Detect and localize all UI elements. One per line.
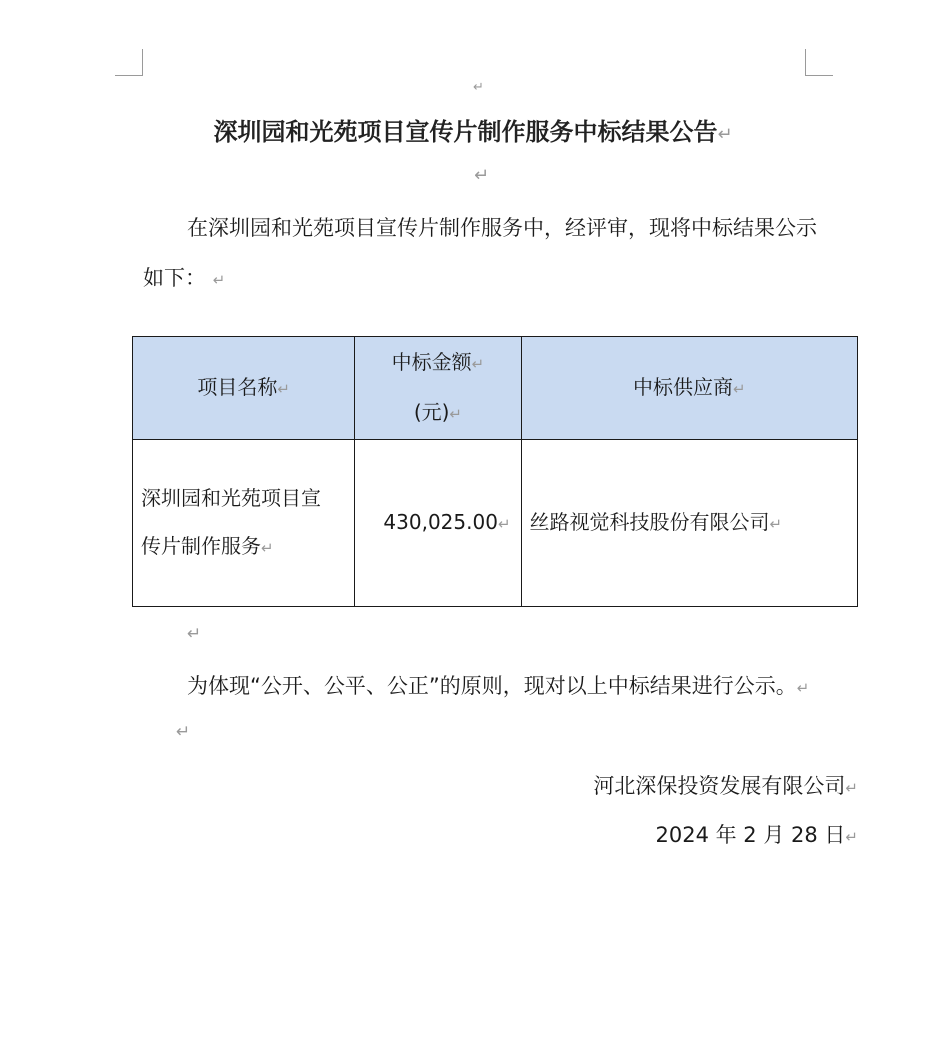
crop-mark-top-right xyxy=(806,75,833,76)
paragraph-mark: ↵ xyxy=(212,271,226,289)
table-header-row xyxy=(133,337,858,440)
signature-org xyxy=(593,762,858,812)
paragraph-mark: ↵ xyxy=(769,515,783,533)
paragraph-mark: ↵ xyxy=(717,124,733,145)
result-table xyxy=(132,336,858,607)
paragraph-mark: ↵ xyxy=(261,539,274,557)
paragraph-mark: ↵ xyxy=(176,722,191,742)
paragraph-mark: ↵ xyxy=(473,80,484,95)
header-supplier xyxy=(521,337,857,440)
header-supplier-text: 中标供应商 xyxy=(632,375,733,399)
cell-project-name-line-2 xyxy=(141,522,350,572)
title-text: 深圳园和光苑项目宣传片制作服务中标结果公告 xyxy=(213,118,718,146)
header-amount-line-1 xyxy=(355,338,520,388)
crop-mark-top-left xyxy=(142,49,143,76)
header-amount-text: 中标金额 xyxy=(391,350,472,374)
paragraph-mark: ↵ xyxy=(449,405,462,423)
crop-mark-top-right xyxy=(805,49,806,76)
intro-line-2 xyxy=(143,254,225,304)
crop-mark-top-left xyxy=(115,75,142,76)
paragraph-mark: ↵ xyxy=(497,515,511,533)
cell-supplier xyxy=(521,440,857,607)
paragraph-mark: ↵ xyxy=(471,355,485,373)
paragraph-mark: ↵ xyxy=(277,380,290,398)
cell-amount-text: 430,025.00 xyxy=(383,510,498,534)
header-amount-line-2 xyxy=(355,388,520,438)
signature-date-text: 2024 年 2 月 28 日 xyxy=(655,823,846,847)
header-amount xyxy=(355,337,521,440)
cell-amount xyxy=(355,440,521,607)
header-project-name-text: 项目名称 xyxy=(197,375,278,399)
paragraph-mark: ↵ xyxy=(187,624,202,644)
signature-date xyxy=(656,811,858,861)
paragraph-mark: ↵ xyxy=(474,165,490,186)
paragraph-mark: ↵ xyxy=(845,779,858,797)
cell-supplier-text: 丝路视觉科技股份有限公司 xyxy=(529,510,770,534)
page-title xyxy=(0,112,946,147)
paragraph-mark: ↵ xyxy=(796,679,810,697)
signature-org-text: 河北深保投资发展有限公司 xyxy=(593,774,846,798)
closing-paragraph xyxy=(187,662,809,712)
paragraph-mark: ↵ xyxy=(732,380,746,398)
cell-project-name xyxy=(133,440,355,607)
cell-project-name-line-2-text: 传片制作服务 xyxy=(141,534,261,558)
intro-line-1: 在深圳园和光苑项目宣传片制作服务中，经评审，现将中标结果公示 xyxy=(187,216,817,240)
paragraph-mark: ↵ xyxy=(845,828,858,846)
closing-text: 为体现“公开、公平、公正”的原则，现对以上中标结果进行公示。 xyxy=(187,674,797,698)
header-amount-unit: (元) xyxy=(413,400,450,424)
table-row xyxy=(133,440,858,607)
header-project-name xyxy=(133,337,355,440)
cell-project-name-line-1: 深圳园和光苑项目宣 xyxy=(141,486,321,510)
intro-line-2-text: 如下： xyxy=(143,266,206,290)
